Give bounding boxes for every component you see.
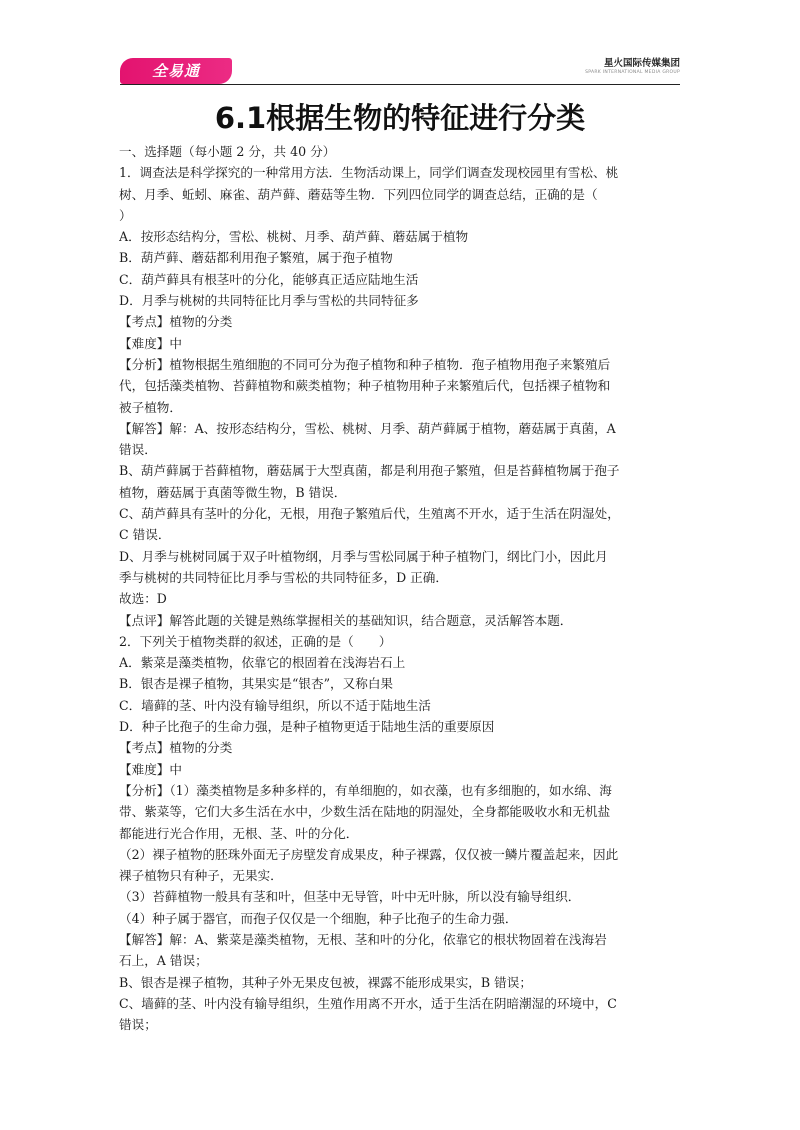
text-line: 代，包括藻类植物、苔藓植物和蕨类植物；种子植物用种子来繁殖后代，包括裸子植物和 xyxy=(119,378,611,394)
text-line: 石上，A 错误； xyxy=(119,953,208,969)
brand-logo: 全易通 xyxy=(120,58,232,84)
text-line: A．按形态结构分，雪松、桃树、月季、葫芦藓、蘑菇属于植物 xyxy=(119,229,469,245)
document-body xyxy=(119,141,685,1035)
text-line: 【解答】解：A、紫菜是藻类植物，无根、茎和叶的分化，依靠它的根状物固着在浅海岩 xyxy=(119,931,607,947)
text-line: 【难度】中 xyxy=(119,335,182,351)
text-line: ） xyxy=(119,207,132,223)
publisher-name: 星火国际传媒集团 xyxy=(603,58,680,69)
text-line: C．墙藓的茎、叶内没有输导组织，所以不适于陆地生活 xyxy=(119,697,431,713)
text-line: 一、选择题（每小题 2 分，共 40 分） xyxy=(119,144,336,159)
text-line: 错误； xyxy=(119,1017,157,1033)
text-line: （4）种子属于器官，而孢子仅仅是一个细胞，种子比孢子的生命力强． xyxy=(119,910,518,926)
text-line: 【难度】中 xyxy=(119,761,182,777)
text-line: 裸子植物只有种子，无果实． xyxy=(119,868,283,884)
text-line: 植物，蘑菇属于真菌等微生物，B 错误． xyxy=(119,484,347,500)
header-divider xyxy=(120,84,680,85)
document-title: 6.1根据生物的特征进行分类 xyxy=(214,101,586,135)
text-line: （2）裸子植物的胚珠外面无子房壁发育成果皮，种子裸露，仅仅被一鳞片覆盖起来，因此 xyxy=(119,846,619,862)
publisher-block xyxy=(585,58,680,76)
text-line: B．葫芦藓、蘑菇都利用孢子繁殖，属于孢子植物 xyxy=(119,250,393,266)
text-line: 【解答】解：A、按形态结构分，雪松、桃树、月季、葫芦藓属于植物，蘑菇属于真菌，A xyxy=(119,420,616,436)
publisher-name-en: SPARK INTERNATIONAL MEDIA GROUP xyxy=(585,70,680,75)
text-line: A．紫菜是藻类植物，依靠它的根固着在浅海岩石上 xyxy=(119,655,406,671)
text-line: 【考点】植物的分类 xyxy=(119,314,233,330)
text-line: C．葫芦藓具有根茎叶的分化，能够真正适应陆地生活 xyxy=(119,271,419,287)
text-line: 季与桃树的共同特征比月季与雪松的共同特征多，D 正确． xyxy=(119,569,448,585)
text-line: D．月季与桃树的共同特征比月季与雪松的共同特征多 xyxy=(119,293,419,309)
text-line: B、银杏是裸子植物，其种子外无果皮包被，裸露不能形成果实，B 错误； xyxy=(119,974,532,990)
text-line: 【点评】解答此题的关键是熟练掌握相关的基础知识，结合题意，灵活解答本题． xyxy=(119,612,573,628)
text-line: C、墙藓的茎、叶内没有输导组织，生殖作用离不开水，适于生活在阴暗潮湿的环境中，C xyxy=(119,995,617,1011)
text-line: （3）苔藓植物一般具有茎和叶，但茎中无导管，叶中无叶脉，所以没有输导组织． xyxy=(119,889,581,905)
text-line: 【分析】植物根据生殖细胞的不同可分为孢子植物和种子植物．孢子植物用孢子来繁殖后 xyxy=(119,356,611,372)
text-line: 被子植物． xyxy=(119,399,182,415)
text-line: D、月季与桃树同属于双子叶植物纲，月季与雪松同属于种子植物门，纲比门小，因此月 xyxy=(119,548,608,564)
text-line: 2．下列关于植物类群的叙述，正确的是（ ） xyxy=(119,633,392,649)
text-line: C 错误． xyxy=(119,527,171,543)
text-line: C、葫芦藓具有茎叶的分化，无根，用孢子繁殖后代，生殖离不开水，适于生活在阴湿处， xyxy=(119,506,620,522)
text-line: B．银杏是裸子植物，其果实是“银杏”，又称白果 xyxy=(119,676,394,692)
text-line: 带、紫菜等，它们大多生活在水中，少数生活在陆地的阴湿处，全身都能吸收水和无机盐 xyxy=(119,804,611,820)
text-line: 1．调查法是科学探究的一种常用方法．生物活动课上，同学们调查发现校园里有雪松、桃 xyxy=(119,165,619,181)
page-header xyxy=(120,56,680,86)
text-line: 树、月季、蚯蚓、麻雀、葫芦藓、蘑菇等生物．下列四位同学的调查总结，正确的是（ xyxy=(119,186,598,202)
text-line: 故选：D xyxy=(119,591,167,607)
text-line: B、葫芦藓属于苔藓植物，蘑菇属于大型真菌，都是利用孢子繁殖，但是苔藓植物属于孢子 xyxy=(119,463,620,479)
text-line: D．种子比孢子的生命力强，是种子植物更适于陆地生活的重要原因 xyxy=(119,719,495,735)
text-line: 【分析】（1）藻类植物是多种多样的，有单细胞的，如衣藻，也有多细胞的，如水绵、海 xyxy=(119,782,612,798)
text-line: 【考点】植物的分类 xyxy=(119,740,233,756)
text-line: 错误． xyxy=(119,442,157,458)
text-line: 都能进行光合作用，无根、茎、叶的分化． xyxy=(119,825,359,841)
